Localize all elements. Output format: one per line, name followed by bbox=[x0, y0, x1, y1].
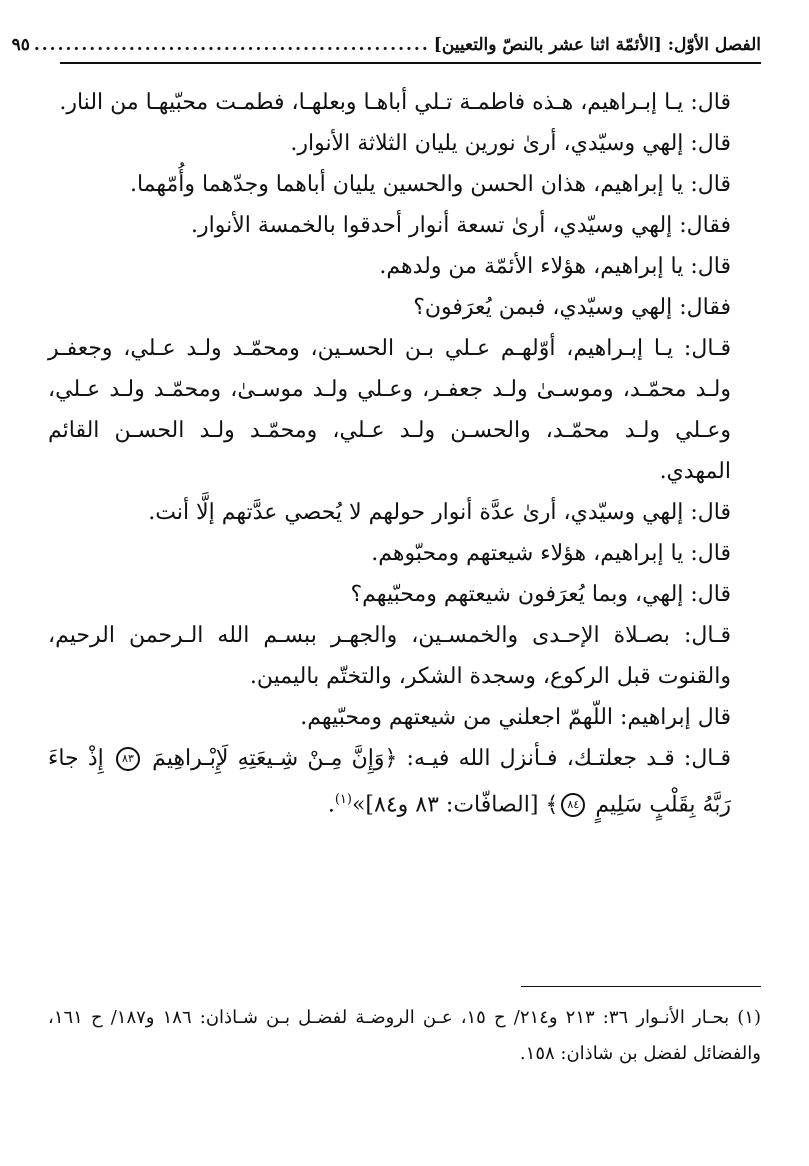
sura-reference: [الصافّات: ٨٣ و٨٤]» bbox=[351, 792, 546, 818]
quran-verse-2: إِذْ جاءَ رَبَّهُ بِقَلْبٍ سَلِيمٍ bbox=[48, 746, 731, 818]
body-text bbox=[48, 82, 761, 825]
paragraph: فقال: إلهي وسيّدي، فبمن يُعرَفون؟ bbox=[413, 295, 731, 320]
quran-close-bracket: ﴾ bbox=[545, 792, 559, 818]
page-number: ٩٥ bbox=[11, 35, 30, 55]
footnote-ref[interactable]: (١) bbox=[334, 792, 352, 807]
paragraph: قال: إلهي وسيّدي، أرىٰ عدَّة أنوار حولهم لا يُحصي عدَّتهم إلَّا أنت. bbox=[148, 500, 731, 525]
paragraph: قال: يا إبراهيم، هؤلاء شيعتهم ومحبّوهم. bbox=[371, 541, 731, 566]
paragraph-quran-citation bbox=[48, 738, 761, 825]
quran-verse-1: ﴿وَإِنَّ مِـنْ شِـيعَتِهِ لَإِبْـراهِيمَ bbox=[152, 746, 398, 771]
leader-dots: .................................................. bbox=[33, 35, 430, 55]
paragraph: قال: إلهي وسيّدي، أرىٰ نورين يليان الثلاثة الأنوار. bbox=[290, 131, 731, 156]
paragraph: قال: إلهي، وبما يُعرَفون شيعتهم ومحبّيهم؟ bbox=[350, 582, 731, 607]
paragraph: قال: يا إبراهيم، هؤلاء الأئمّة من ولدهم. bbox=[379, 254, 731, 279]
paragraph: قـال: بصـلاة الإحـدى والخمسـين، والجهـر ببسـم الله الـرحمن الرحيم، والقنوت قبل الركوع، وسجدة الشكر، والتختّم باليمين. bbox=[48, 623, 731, 689]
quote-intro: قـال: قـد جعلتـك، فـأنزل الله فيـه: bbox=[397, 746, 731, 771]
footnote-divider bbox=[521, 986, 761, 987]
footnote-text: (١) بحـار الأنـوار ٣٦: ٢١٣ و٢١٤/ ح ١٥، عـن الروضـة لفضـل بـن شـاذان: ١٨٦ و١٨٧/ ح ١٦١، والفضائل لفضل بن شاذان: ١٥٨. bbox=[48, 1007, 761, 1064]
paragraph: فقال: إلهي وسيّدي، أرىٰ تسعة أنوار أحدقوا بالخمسة الأنوار. bbox=[191, 213, 731, 238]
ayah-number-84: ٨٤ bbox=[561, 793, 585, 817]
running-header bbox=[11, 28, 761, 64]
ayah-number-83: ٨٣ bbox=[116, 747, 140, 771]
footnote bbox=[48, 1000, 761, 1072]
paragraph: قال إبراهيم: اللّهمّ اجعلني من شيعتهم ومحبّيهم. bbox=[300, 705, 731, 730]
paragraph: قال: يا إبراهيم، هذان الحسن والحسين يليان أباهما وجدّهما وأُمّهما. bbox=[129, 172, 731, 197]
paragraph: قـال: يـا إبـراهيم، أوّلهـم عـلي بـن الحسـين، ومحمّـد ولـد عـلي، وجعفـر ولـد محمّـد، وموسـىٰ ولـد جعفـر، وعـلي ولـد موسـىٰ، ومحمّـد ولـد عـلي، وعـلي ولـد محمّـد، والحسـن ولـد عـلي، ومحمّـد ولـد الحسـن القائم المهدي. bbox=[48, 336, 731, 484]
paragraph: قال: يـا إبـراهيم، هـذه فاطمـة تـلي أباهـا وبعلهـا، فطمـت محبّيهـا من النار. bbox=[59, 90, 731, 115]
chapter-title: الفصل الأوّل: [الأئمّة اثنا عشر بالنصّ والتعيين] bbox=[433, 35, 761, 55]
end-period: . bbox=[327, 792, 335, 818]
